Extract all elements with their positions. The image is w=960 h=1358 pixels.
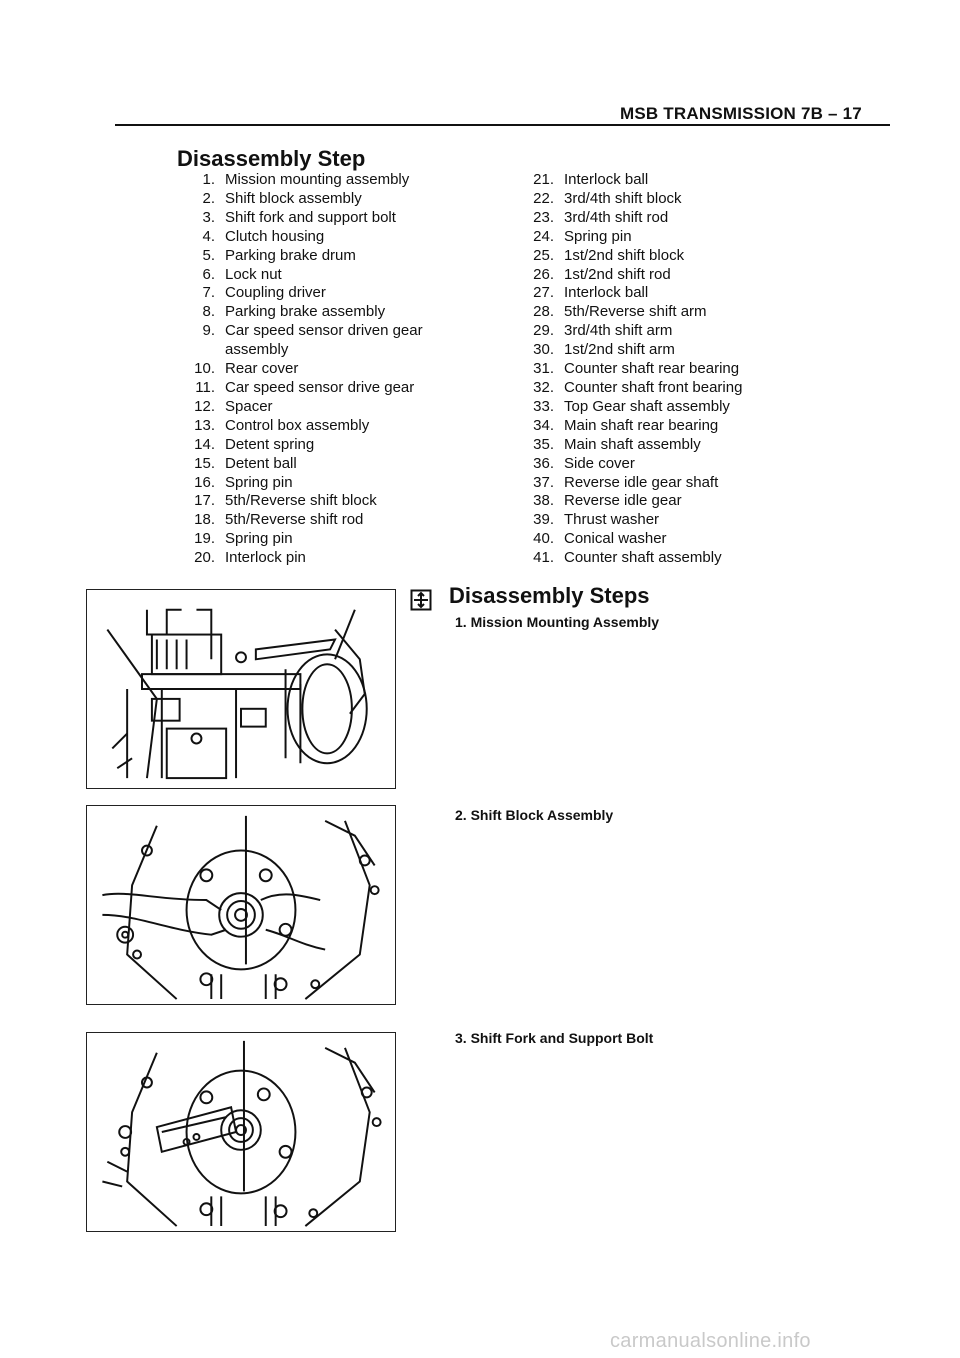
step-number: 26. [533, 265, 554, 283]
step-text: Spring pin [225, 473, 293, 491]
step-number: 11. [195, 378, 215, 396]
list-item [520, 379, 810, 398]
list-item [181, 474, 471, 493]
step-number: 14. [194, 435, 215, 453]
list-item [181, 455, 471, 474]
step-number: 18. [194, 511, 215, 529]
step-text: Top Gear shaft assembly [564, 397, 730, 415]
step-text: 1st/2nd shift arm [564, 341, 675, 359]
step-text: Car speed sensor drive gear [225, 378, 415, 396]
step-text: Reverse idle gear shaft [564, 473, 719, 491]
list-item [520, 455, 810, 474]
list-item [181, 398, 471, 417]
step-text: Detent ball [225, 454, 297, 472]
step-text: Rear cover [225, 360, 299, 378]
step-number: 19. [194, 530, 215, 548]
step-text: Counter shaft front bearing [564, 378, 743, 396]
list-item [181, 322, 471, 341]
step-number: 24. [533, 227, 554, 245]
list-item [181, 417, 471, 436]
step-text: 5th/Reverse shift arm [564, 303, 707, 321]
list-item [520, 247, 810, 266]
list-item [520, 341, 810, 360]
list-item [181, 492, 471, 511]
list-item [520, 530, 810, 549]
step-text: 1st/2nd shift block [564, 246, 685, 264]
step-text: Counter shaft rear bearing [564, 360, 740, 378]
figure-shift-fork [86, 1032, 396, 1232]
step-number: 1. [202, 171, 215, 188]
disassembly-icon [410, 589, 432, 611]
step-number: 23. [533, 208, 554, 226]
step-number: 2. [202, 189, 215, 207]
step-text: Reverse idle gear [564, 492, 682, 510]
step-text: Clutch housing [225, 227, 325, 245]
list-item [520, 436, 810, 455]
step-text: 3rd/4th shift block [564, 189, 682, 207]
list-item [520, 492, 810, 511]
step-text: 5th/Reverse shift block [225, 492, 377, 510]
list-item [181, 341, 471, 360]
step-text: Mission mounting assembly [225, 171, 410, 188]
steps-list-left [181, 171, 471, 568]
step-number [181, 341, 225, 360]
list-item [520, 511, 810, 530]
step-number: 12. [194, 397, 215, 415]
step-number: 16. [194, 473, 215, 491]
step-number: 29. [533, 322, 554, 340]
step-number: 7. [202, 284, 215, 302]
step-number: 28. [533, 303, 554, 321]
step-number: 3. [202, 208, 215, 226]
step-text: Spring pin [225, 530, 293, 548]
step-number: 30. [533, 341, 554, 359]
list-item [181, 247, 471, 266]
step-text: Control box assembly [225, 416, 370, 434]
step-number: 36. [533, 454, 554, 472]
list-item [520, 171, 810, 190]
list-item [520, 266, 810, 285]
list-item [181, 228, 471, 247]
step-text: Shift block assembly [225, 189, 362, 207]
procedure-title: Disassembly Steps [449, 583, 650, 608]
list-item [520, 190, 810, 209]
list-item [181, 266, 471, 285]
list-item [181, 209, 471, 228]
list-item [181, 303, 471, 322]
list-item [181, 511, 471, 530]
list-item [181, 284, 471, 303]
step-number: 4. [202, 227, 215, 245]
step-text: 1st/2nd shift rod [564, 265, 671, 283]
list-item [181, 360, 471, 379]
step-number: 33. [533, 397, 554, 415]
procedure-step-1: 1. Mission Mounting Assembly [455, 614, 660, 630]
steps-list-right [520, 171, 810, 568]
step-text: Parking brake drum [225, 246, 356, 264]
step-text: Detent spring [225, 435, 315, 453]
list-item [181, 530, 471, 549]
list-item [181, 436, 471, 455]
step-number: 27. [533, 284, 554, 302]
step-number: 5. [202, 246, 215, 264]
list-item [520, 417, 810, 436]
step-number: 34. [533, 416, 554, 434]
step-text: 3rd/4th shift arm [564, 322, 673, 340]
step-text: Interlock ball [564, 284, 649, 302]
step-text: Side cover [564, 454, 635, 472]
step-text: 5th/Reverse shift rod [225, 511, 364, 529]
step-text: Coupling driver [225, 284, 326, 302]
step-text: Counter shaft assembly [564, 549, 722, 567]
list-item [181, 171, 471, 190]
step-text: Parking brake assembly [225, 303, 386, 321]
list-item [181, 190, 471, 209]
list-item [520, 549, 810, 568]
step-number: 22. [533, 189, 554, 207]
step-number: 40. [533, 530, 554, 548]
step-text: Spacer [225, 397, 273, 415]
step-number: 10. [194, 360, 215, 378]
list-item [181, 549, 471, 568]
list-item [181, 379, 471, 398]
list-item [520, 228, 810, 247]
step-text: Shift fork and support bolt [225, 208, 396, 226]
list-item [520, 398, 810, 417]
figure-shift-block [86, 805, 396, 1005]
list-item [520, 284, 810, 303]
step-number: 9. [202, 322, 215, 340]
list-item [520, 474, 810, 493]
step-number: 13. [194, 416, 215, 434]
list-item [520, 209, 810, 228]
step-number: 21. [533, 171, 554, 188]
step-number: 37. [533, 473, 554, 491]
list-item [520, 322, 810, 341]
list-item [520, 303, 810, 322]
procedure-step-3: 3. Shift Fork and Support Bolt [455, 1030, 654, 1046]
step-number: 41. [533, 549, 554, 567]
step-number: 32. [533, 378, 554, 396]
step-text: Spring pin [564, 227, 632, 245]
step-text: Interlock pin [225, 549, 306, 567]
step-text: Interlock ball [564, 171, 649, 188]
step-number: 39. [533, 511, 554, 529]
step-number: 20. [194, 549, 215, 567]
list-item [520, 360, 810, 379]
step-text: Lock nut [225, 265, 282, 283]
step-number: 15. [194, 454, 215, 472]
watermark: carmanualsonline.info [610, 1330, 811, 1352]
page-header: MSB TRANSMISSION 7B – 17 [620, 104, 862, 123]
step-text: Conical washer [564, 530, 667, 548]
step-text: 3rd/4th shift rod [564, 208, 669, 226]
figure-mission-mounting [86, 589, 396, 789]
step-number: 25. [533, 246, 554, 264]
step-number: 38. [533, 492, 554, 510]
procedure-step-2: 2. Shift Block Assembly [455, 807, 614, 823]
step-number: 6. [202, 265, 215, 283]
header-rule [115, 124, 890, 126]
step-text: Thrust washer [564, 511, 660, 529]
step-text: assembly [225, 341, 289, 359]
step-number: 17. [194, 492, 215, 510]
step-text: Main shaft assembly [564, 435, 701, 453]
step-number: 8. [202, 303, 215, 321]
section-title: Disassembly Step [177, 146, 366, 171]
step-number: 31. [533, 360, 554, 378]
step-number: 35. [533, 435, 554, 453]
step-text: Main shaft rear bearing [564, 416, 719, 434]
step-text: Car speed sensor driven gear [225, 322, 423, 340]
